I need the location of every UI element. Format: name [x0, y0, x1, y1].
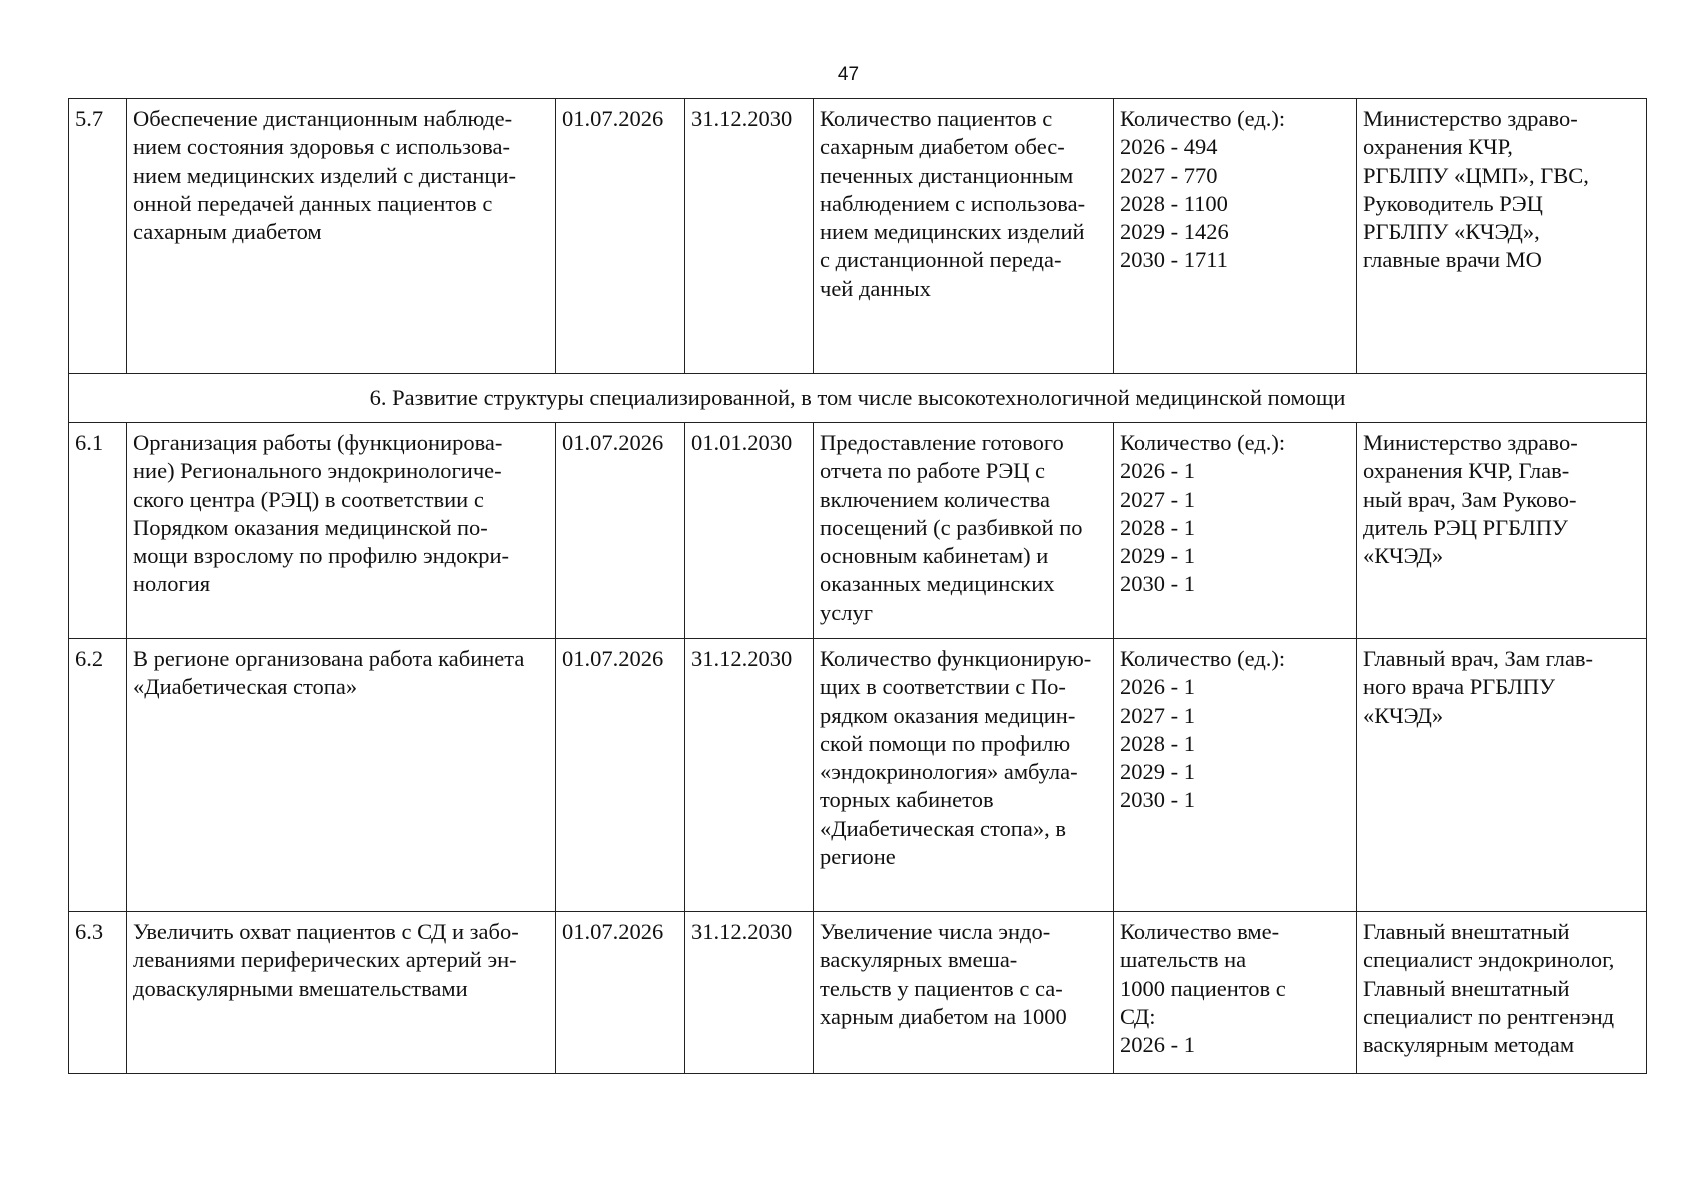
end-date: 01.01.2030 — [685, 423, 814, 639]
page-number: 47 — [837, 64, 860, 85]
section-header-row — [69, 374, 1647, 423]
indicator: Количество (ед.): 2026 - 494 2027 - 770 2028 - 1100 2029 - 1426 2030 - 1711 — [1114, 99, 1357, 374]
activity-name: Организация работы (функционирова- ние) Регионального эндокринологиче- ского центра (РЭЦ) в соответствии с Порядком оказания медицинской по- мощи взрослому по профилю эндокри- нология — [127, 423, 556, 639]
expected-result: Количество пациентов с сахарным диабетом обес- печенных дистанционным наблюдением с использова- нием медицинских изделий с дистанционной переда- чей данных — [814, 99, 1114, 374]
end-date: 31.12.2030 — [685, 639, 814, 912]
row-number: 6.3 — [69, 912, 127, 1074]
row-number: 6.1 — [69, 423, 127, 639]
responsible: Министерство здраво- охранения КЧР, Глав- ный врач, Зам Руково- дитель РЭЦ РГБЛПУ «КЧЭД» — [1357, 423, 1647, 639]
expected-result: Предоставление готового отчета по работе РЭЦ с включением количества посещений (с разбивкой по основным кабинетам) и оказанных медицинских услуг — [814, 423, 1114, 639]
responsible: Министерство здраво- охранения КЧР, РГБЛПУ «ЦМП», ГВС, Руководитель РЭЦ РГБЛПУ «КЧЭД», главные врачи МО — [1357, 99, 1647, 374]
activity-name: Увеличить охват пациентов с СД и забо- леваниями периферических артерий эн- доваскулярными вмешательствами — [127, 912, 556, 1074]
end-date: 31.12.2030 — [685, 99, 814, 374]
activity-name: В регионе организована работа кабинета «Диабетическая стопа» — [127, 639, 556, 912]
start-date: 01.07.2026 — [556, 912, 685, 1074]
activities-table — [68, 98, 1647, 1074]
indicator: Количество вме- шательств на 1000 пациентов с СД: 2026 - 1 — [1114, 912, 1357, 1074]
table-row — [69, 99, 1647, 374]
section-title: 6. Развитие структуры специализированной, в том числе высокотехнологичной медицинской помощи — [69, 374, 1647, 423]
end-date: 31.12.2030 — [685, 912, 814, 1074]
start-date: 01.07.2026 — [556, 423, 685, 639]
table-row — [69, 912, 1647, 1074]
responsible: Главный внештатный специалист эндокринолог, Главный внештатный специалист по рентгенэнд васкулярным методам — [1357, 912, 1647, 1074]
row-number: 5.7 — [69, 99, 127, 374]
expected-result: Количество функционирую- щих в соответствии с По- рядком оказания медицин- ской помощи по профилю «эндокринология» амбула- торных кабинетов «Диабетическая стопа», в регионе — [814, 639, 1114, 912]
start-date: 01.07.2026 — [556, 99, 685, 374]
indicator: Количество (ед.): 2026 - 1 2027 - 1 2028 - 1 2029 - 1 2030 - 1 — [1114, 639, 1357, 912]
activity-name: Обеспечение дистанционным наблюде- нием состояния здоровья с использова- нием медицинских изделий с дистанци- онной передачей данных пациентов с сахарным диабетом — [127, 99, 556, 374]
indicator: Количество (ед.): 2026 - 1 2027 - 1 2028 - 1 2029 - 1 2030 - 1 — [1114, 423, 1357, 639]
row-number: 6.2 — [69, 639, 127, 912]
start-date: 01.07.2026 — [556, 639, 685, 912]
table-row — [69, 423, 1647, 639]
expected-result: Увеличение числа эндо- васкулярных вмеша- тельств у пациентов с са- харным диабетом на 1000 — [814, 912, 1114, 1074]
table-row — [69, 639, 1647, 912]
responsible: Главный врач, Зам глав- ного врача РГБЛПУ «КЧЭД» — [1357, 639, 1647, 912]
